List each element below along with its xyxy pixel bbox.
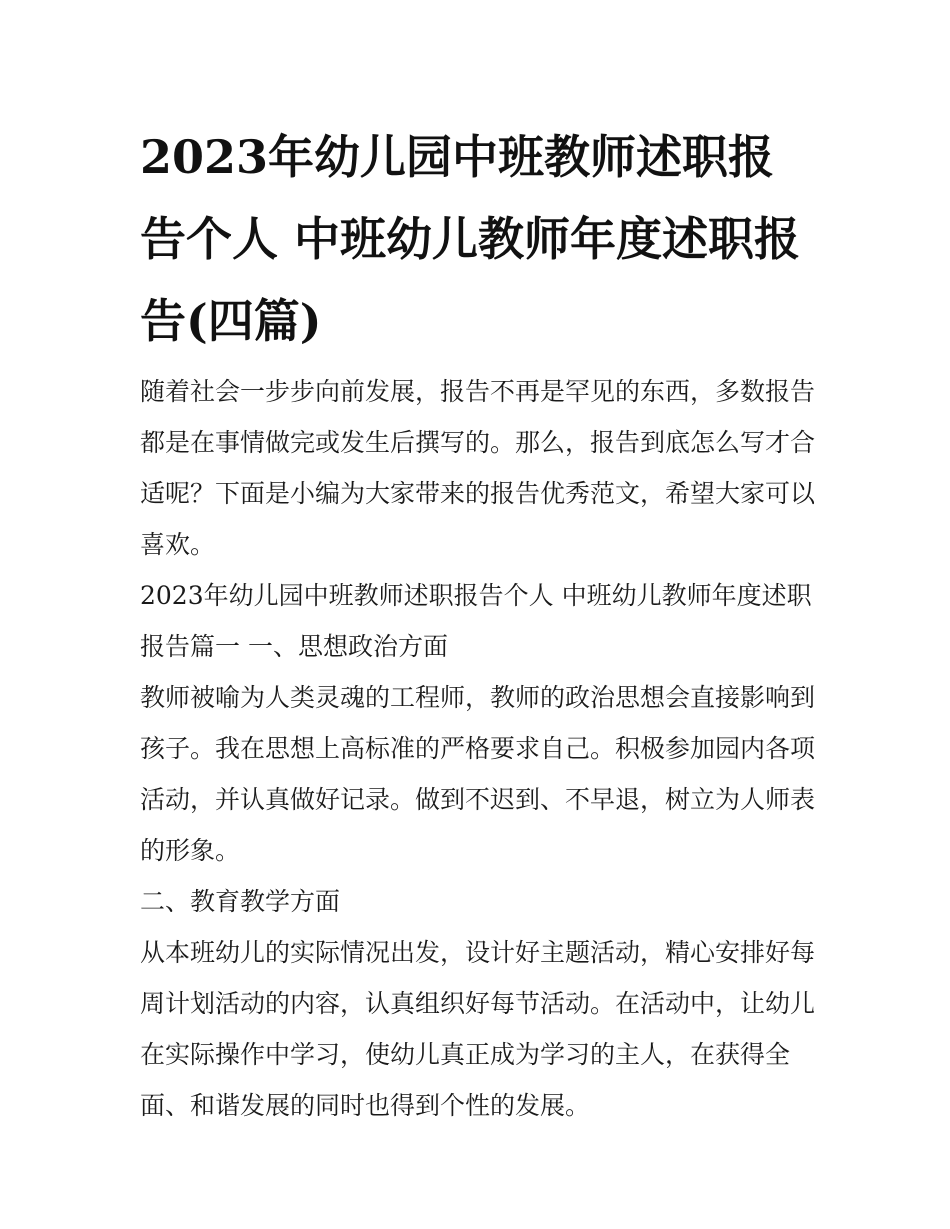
document-body xyxy=(140,116,815,1131)
document-title: 2023年幼儿园中班教师述职报告个人 中班幼儿教师年度述职报告(四篇) xyxy=(140,130,801,348)
section-heading-teaching: 二、教育教学方面 xyxy=(140,887,341,916)
intro-paragraph: 随着社会一步步向前发展，报告不再是罕见的东西，多数报告都是在事情做完或发生后撰写的。那么，报告到底怎么写才合适呢？下面是小编为大家带来的报告优秀范文，希望大家可以喜欢。 xyxy=(140,377,816,559)
section-heading-paragraph: 2023年幼儿园中班教师述职报告个人 中班幼儿教师年度述职报告篇一 一、思想政治方面 xyxy=(140,581,812,661)
ideology-paragraph: 教师被喻为人类灵魂的工程师，教师的政治思想会直接影响到孩子。我在思想上高标准的严格要求自己。积极参加园内各项活动，并认真做好记录。做到不迟到、不早退，树立为人师表的形象。 xyxy=(140,683,816,865)
teaching-paragraph: 从本班幼儿的实际情况出发，设计好主题活动，精心安排好每周计划活动的内容，认真组织好每节活动。在活动中，让幼儿在实际操作中学习，使幼儿真正成为学习的主人，在获得全面、和谐发展的同时也得到个性的发展。 xyxy=(140,938,816,1120)
